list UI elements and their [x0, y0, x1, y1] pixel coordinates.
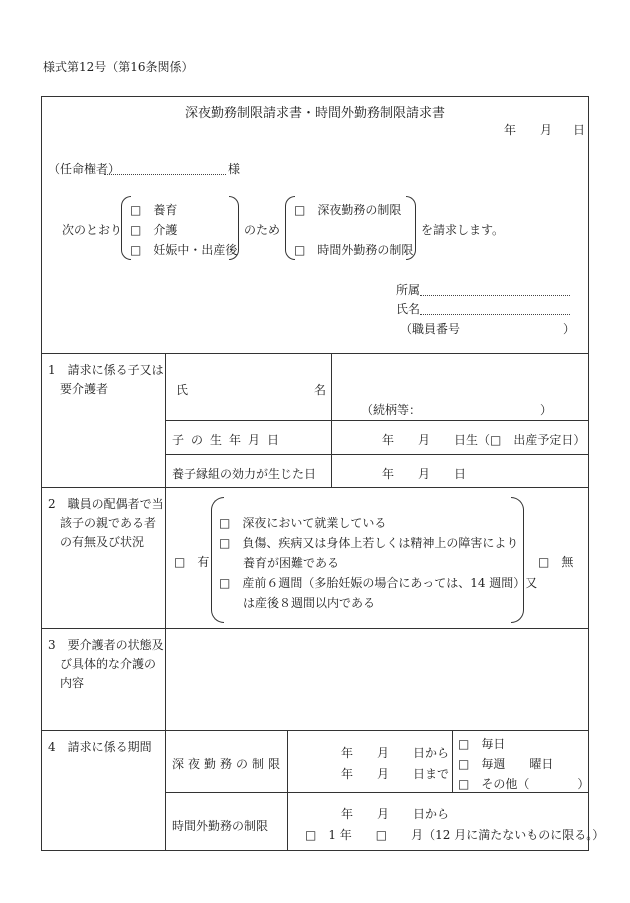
s1-adoption-label: 養子縁組の効力が生じた日	[172, 467, 317, 481]
form-number: 様式第12号（第16条関係）	[43, 60, 194, 74]
s4-freq-other[interactable]: □ その他（ ）	[458, 777, 590, 791]
s4-night-label: 深夜勤務の制限	[172, 757, 285, 771]
s1-birth-label: 子の生年月日	[172, 433, 287, 447]
date-month: 月	[540, 123, 553, 137]
reason-nursing[interactable]: □ 介護	[130, 223, 178, 237]
s4-night-from[interactable]: 年 月 日から	[341, 746, 450, 760]
s4-freq-divider	[452, 730, 453, 792]
s1-label: 1 請求に係る子又は	[48, 363, 164, 377]
s2-item-illness[interactable]: □ 負傷、疾病又は身体上若しくは精神上の障害により	[219, 536, 519, 550]
reason-pregnancy[interactable]: □ 妊娠中・出産後	[130, 243, 238, 257]
s2-yes-checkbox[interactable]: □ 有	[174, 555, 210, 569]
type-night[interactable]: □ 深夜勤務の制限	[294, 203, 402, 217]
s4-row-divider	[165, 792, 589, 793]
s1-name-left: 氏	[176, 383, 189, 397]
divider	[41, 730, 589, 731]
s3-label-3: 内容	[60, 676, 85, 690]
name-label: 氏名	[396, 302, 421, 316]
form-title: 深夜勤務制限請求書・時間外勤務制限請求書	[184, 106, 445, 121]
right-paren	[511, 497, 524, 623]
s3-label-2: び具体的な介護の	[60, 657, 157, 671]
s2-label-3: の有無及び状況	[60, 535, 145, 549]
s2-item-night-work[interactable]: □ 深夜において就業している	[219, 516, 387, 530]
affiliation-label: 所属	[396, 283, 421, 297]
divider	[41, 487, 589, 488]
label-column-divider	[165, 353, 166, 851]
s1-relation-close: ）	[540, 403, 553, 417]
s1-label-2: 要介護者	[60, 382, 109, 396]
appointer-field[interactable]	[104, 162, 226, 175]
s3-label-1: 3 要介護者の状態及	[48, 638, 164, 652]
s4-freq-weekly[interactable]: □ 毎週 曜日	[458, 757, 554, 771]
date-day: 日	[573, 123, 586, 137]
request-suffix: を請求します。	[421, 223, 505, 237]
reason-childcare[interactable]: □ 養育	[130, 203, 178, 217]
s2-no-checkbox[interactable]: □ 無	[538, 555, 574, 569]
request-middle: のため	[244, 223, 281, 237]
s1-adoption-value[interactable]: 年 月 日	[382, 467, 467, 481]
s4-inner-divider	[287, 730, 288, 851]
staff-number-close: ）	[563, 322, 576, 336]
s2-item-prenatal[interactable]: □ 産前６週間（多胎妊娠の場合にあっては、14 週間）又	[219, 576, 538, 590]
s1-relation-label: （続柄等：	[361, 403, 422, 417]
date-year: 年	[504, 123, 517, 137]
s4-night-to[interactable]: 年 月 日まで	[341, 767, 450, 781]
s4-label: 4 請求に係る期間	[48, 740, 152, 754]
s1-row-divider	[165, 454, 589, 455]
name-field[interactable]	[420, 302, 570, 315]
right-paren	[229, 196, 239, 260]
request-prefix: 次のとおり	[62, 223, 123, 237]
type-overtime[interactable]: □ 時間外勤務の制限	[294, 243, 414, 257]
appointer-label: （任命権者）	[48, 162, 121, 176]
s2-item-prenatal-cont: は産後８週間以内である	[243, 596, 376, 610]
s1-birth-value[interactable]: 年 月 日生（□ 出産予定日）	[382, 433, 586, 447]
staff-number-label: （職員番号	[400, 322, 461, 336]
s4-overtime-from[interactable]: 年 月 日から	[341, 807, 450, 821]
s2-label-1: 2 職員の配偶者で当	[48, 497, 164, 511]
divider	[41, 628, 589, 629]
divider	[41, 353, 589, 354]
s4-overtime-period[interactable]: □ 1 年 □ 月（12 月に満たないものに限る。）	[305, 828, 605, 842]
s4-freq-daily[interactable]: □ 毎日	[458, 737, 506, 751]
affiliation-field[interactable]	[420, 283, 570, 296]
s1-row-divider	[165, 420, 589, 421]
appointer-suffix: 様	[228, 162, 241, 176]
s2-label-2: 該子の親である者	[60, 516, 157, 530]
s4-overtime-label: 時間外勤務の制限	[172, 819, 269, 833]
s2-item-illness-cont: 養育が困難である	[243, 556, 340, 570]
right-paren	[406, 196, 416, 260]
s1-name-right: 名	[314, 383, 327, 397]
